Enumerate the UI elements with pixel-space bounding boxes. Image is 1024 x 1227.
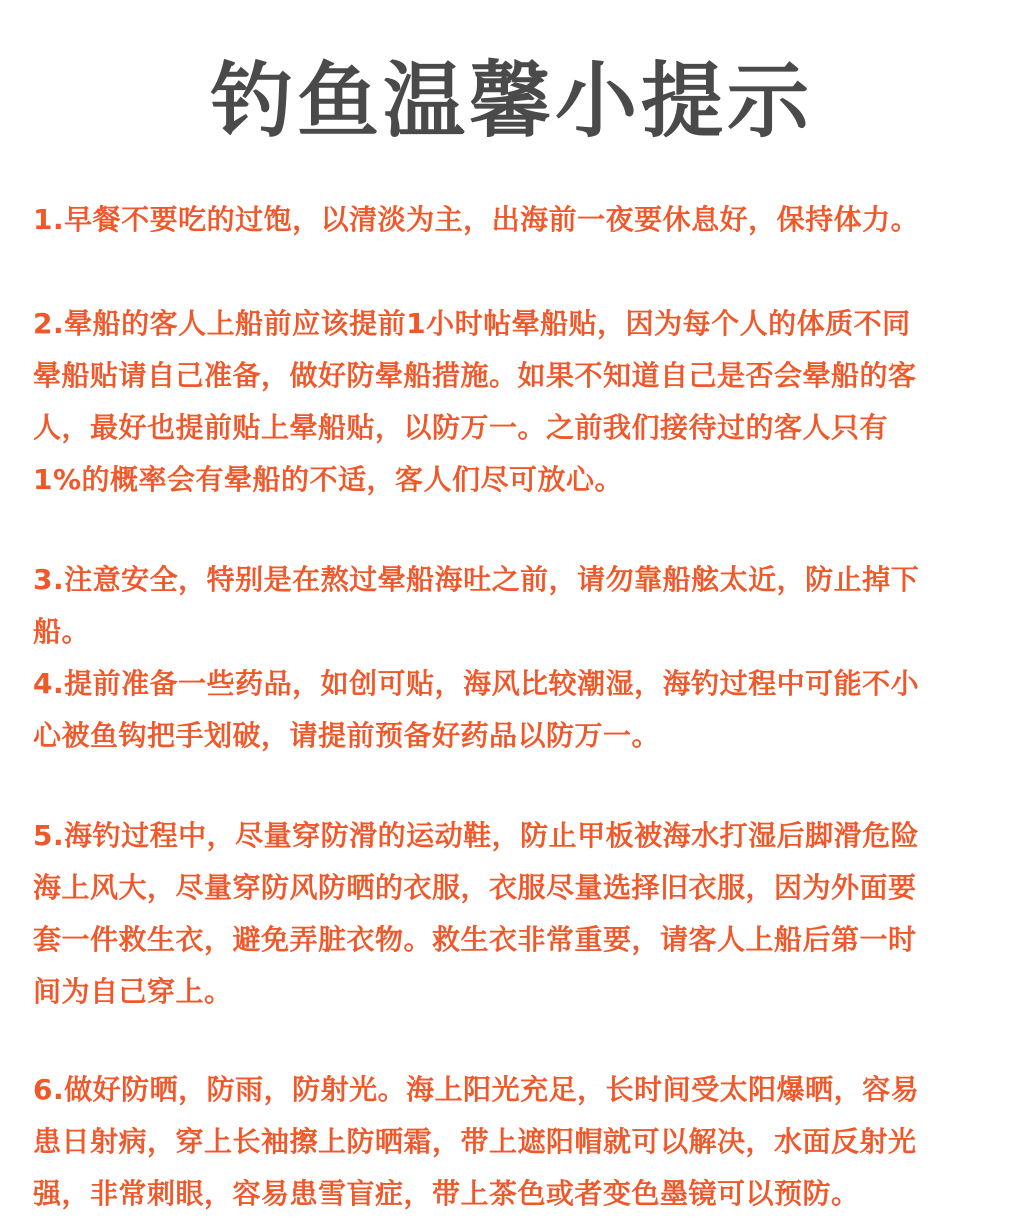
tip-2-line-4: 1%的概率会有晕船的不适，客人们尽可放心。 bbox=[33, 463, 624, 496]
tip-5-line-3: 套一件救生衣，避免弄脏衣物。救生衣非常重要，请客人上船后第一时 bbox=[33, 923, 917, 956]
tip-2-line-3: 人，最好也提前贴上晕船贴，以防万一。之前我们接待过的客人只有 bbox=[33, 411, 889, 444]
tip-5-line-4: 间为自己穿上。 bbox=[33, 975, 233, 1008]
tip-4-line-2: 心被鱼钩把手划破，请提前预备好药品以防万一。 bbox=[33, 719, 661, 752]
tip-5-line-2: 海上风大，尽量穿防风防晒的衣服，衣服尽量选择旧衣服，因为外面要 bbox=[33, 871, 917, 904]
tip-1-line-1: 1.早餐不要吃的过饱，以清淡为主，出海前一夜要休息好，保持体力。 bbox=[33, 203, 920, 236]
page-title: 钓鱼温馨小提示 bbox=[210, 54, 813, 149]
tip-2-line-2: 晕船贴请自己准备，做好防晕船措施。如果不知道自己是否会晕船的客 bbox=[33, 359, 917, 392]
tip-6-line-2: 患日射病，穿上长袖擦上防晒霜，带上遮阳帽就可以解决，水面反射光 bbox=[33, 1125, 917, 1158]
tip-4-line-1: 4.提前准备一些药品，如创可贴，海风比较潮湿，海钓过程中可能不小 bbox=[33, 667, 920, 700]
tip-6-line-3: 强，非常刺眼，容易患雪盲症，带上茶色或者变色墨镜可以预防。 bbox=[33, 1177, 860, 1210]
tip-5-line-1: 5.海钓过程中，尽量穿防滑的运动鞋，防止甲板被海水打湿后脚滑危险 bbox=[33, 819, 920, 852]
tip-3-line-1: 3.注意安全，特别是在熬过晕船海吐之前，请勿靠船舷太近，防止掉下 bbox=[33, 563, 920, 596]
tip-2-line-1: 2.晕船的客人上船前应该提前1小时帖晕船贴，因为每个人的体质不同 bbox=[33, 307, 911, 340]
tip-3-line-2: 船。 bbox=[33, 615, 91, 648]
tip-6-line-1: 6.做好防晒，防雨，防射光。海上阳光充足，长时间受太阳爆晒，容易 bbox=[33, 1073, 920, 1106]
